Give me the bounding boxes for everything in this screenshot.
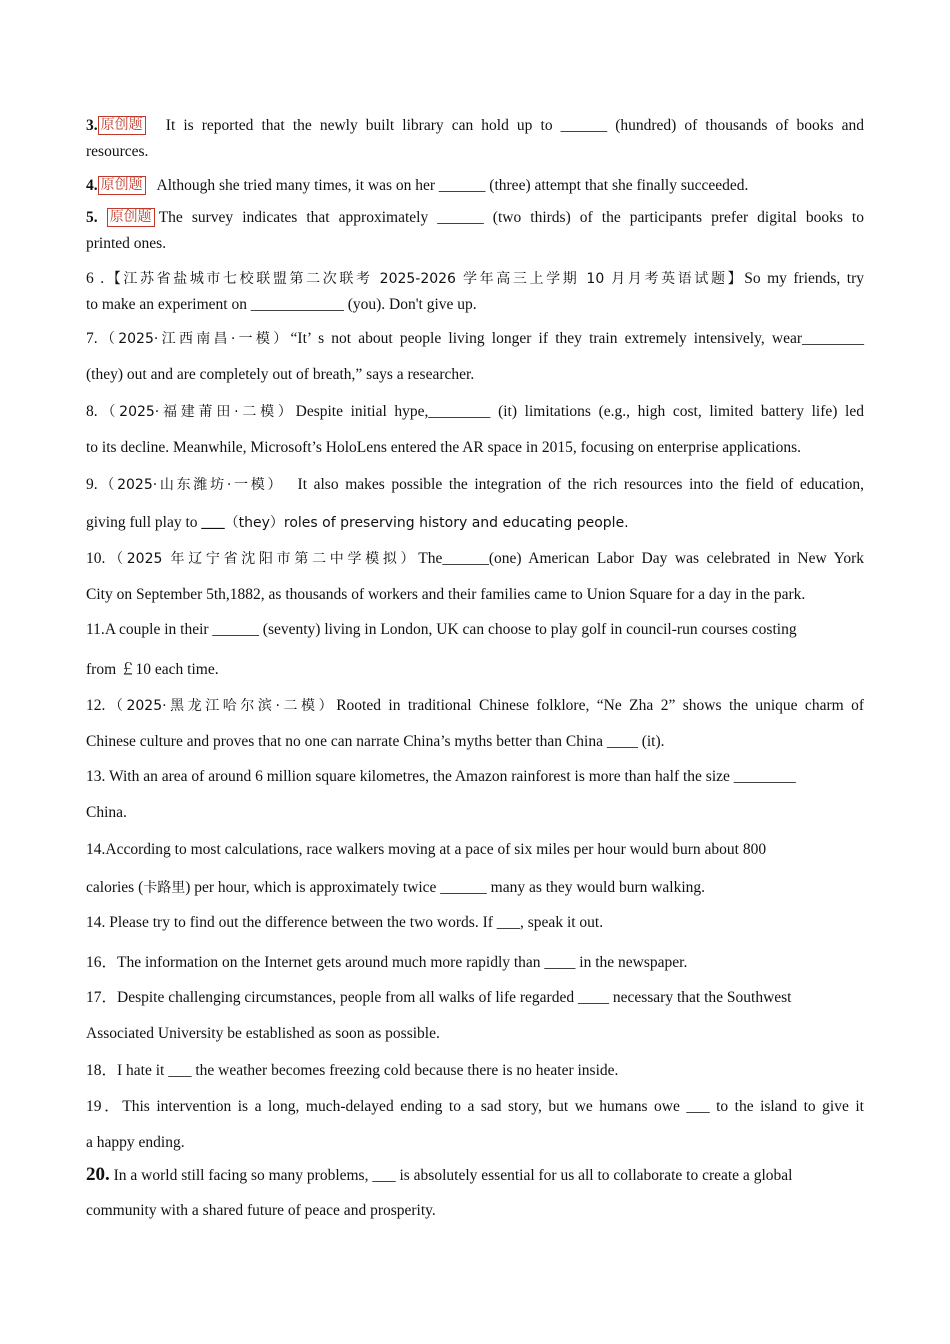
question-number: 11. <box>86 621 105 638</box>
question-number: 3. <box>86 117 98 134</box>
question-line <box>86 1094 864 1116</box>
question-text: It is reported that the newly built library can hold up to ______ (hundred) of thousands of books and <box>165 117 864 134</box>
question-line <box>86 116 864 135</box>
question-text-cont: Chinese culture and proves that no one can narrate China’s myths better than China ____ (it). <box>86 733 665 750</box>
question-text: Please try to find out the difference between the two words. If ___, speak it out. <box>109 914 604 931</box>
answer-blank: ___ <box>201 514 225 531</box>
question-text-cont <box>86 512 864 532</box>
question-12 <box>86 695 864 751</box>
question-text-cont: resources. <box>86 143 149 160</box>
question-6 <box>86 268 864 314</box>
question-line <box>86 474 864 494</box>
question-text-cont: City on September 5th,1882, as thousands of workers and their families came to Union Square for a day in the park. <box>86 586 806 603</box>
question-number: 19． <box>86 1098 123 1115</box>
question-9 <box>86 474 864 532</box>
question-number: 13. <box>86 768 106 785</box>
question-line <box>86 695 864 715</box>
question-number: 4. <box>86 177 98 194</box>
question-13 <box>86 768 864 822</box>
question-7 <box>86 328 864 384</box>
question-number: 5. <box>86 209 98 226</box>
question-17 <box>86 985 864 1043</box>
question-line <box>86 950 864 972</box>
question-text-cont: China. <box>86 804 127 821</box>
question-text: Rooted in traditional Chinese folklore, “Ne Zha 2” shows the unique charm of <box>336 697 865 714</box>
question-text: According to most calculations, race walkers moving at a pace of six miles per hour would burn about 800 <box>105 841 767 858</box>
question-text: So my friends, try <box>744 270 865 287</box>
question-source: （2025·山东潍坊·一模） <box>97 477 285 493</box>
question-number: 10. <box>86 550 106 567</box>
question-text: The survey indicates that approximately ______ (two thirds) of the participants prefer digital books to <box>158 209 864 226</box>
question-number: 17． <box>86 989 118 1006</box>
question-line <box>86 1058 864 1080</box>
question-text-cont <box>86 877 864 897</box>
question-line <box>86 176 864 195</box>
question-number: 14. <box>86 914 106 931</box>
question-text-cont: to its decline. Meanwhile, Microsoft’s HoloLens entered the AR space in 2015, focusing on enterprise applications. <box>86 439 801 456</box>
question-text: A couple in their ______ (seventy) living in London, UK can choose to play golf in council-run courses costing <box>104 621 797 638</box>
question-text-part: calories ( <box>86 879 144 896</box>
question-number: 14. <box>86 841 106 858</box>
question-10 <box>86 548 864 604</box>
question-number: 16． <box>86 954 118 971</box>
question-text-cont: from ￡10 each time. <box>86 661 219 678</box>
question-text: Despite challenging circumstances, people from all walks of life regarded ____ necessary that the Southwest <box>117 989 792 1006</box>
question-line <box>86 548 864 568</box>
question-source: （2025·福建莆田·二模） <box>97 404 296 420</box>
question-4 <box>86 176 864 195</box>
question-18 <box>86 1058 864 1080</box>
question-line <box>86 914 864 932</box>
question-text: Although she tried many times, it was on her ______ (three) attempt that she finally succeeded. <box>156 177 749 194</box>
question-number: 6 . <box>86 270 105 287</box>
question-line <box>86 1164 864 1186</box>
original-question-tag: 原创题 <box>98 116 146 135</box>
question-text-cont: a happy ending. <box>86 1134 185 1151</box>
question-line <box>86 621 864 639</box>
question-text: The information on the Internet gets around much more rapidly than ____ in the newspaper. <box>117 954 688 971</box>
question-number: 12. <box>86 697 106 714</box>
question-text-cont: community with a shared future of peace and prosperity. <box>86 1202 436 1219</box>
question-number: 7. <box>86 330 98 347</box>
question-number: 9. <box>86 476 98 493</box>
question-text: With an area of around 6 million square kilometres, the Amazon rainforest is more than half the size ________ <box>108 768 796 785</box>
question-line <box>86 841 864 859</box>
question-line <box>86 401 864 421</box>
question-line <box>86 208 864 227</box>
question-text-cont: to make an experiment on ____________ (you). Don't give up. <box>86 296 477 313</box>
question-5 <box>86 208 864 253</box>
question-19 <box>86 1094 864 1152</box>
question-16 <box>86 950 864 972</box>
question-8 <box>86 401 864 457</box>
question-source: （2025·江西南昌·一模） <box>97 331 291 347</box>
question-number: 18． <box>86 1062 118 1079</box>
question-text-part: （they）roles of preserving history and educating people. <box>224 515 629 531</box>
question-text-part: ) per hour, which is approximately twice ______ many as they would burn walking. <box>185 879 706 896</box>
question-text: It also makes possible the integration of the rich resources into the field of education, <box>297 476 865 493</box>
question-text-cont: (they) out and are completely out of breath,” says a researcher. <box>86 366 475 383</box>
question-text-cont: printed ones. <box>86 235 167 252</box>
question-11 <box>86 621 864 679</box>
question-text-part: giving full play to <box>86 514 202 531</box>
original-question-tag: 原创题 <box>107 208 155 227</box>
question-3 <box>86 116 864 161</box>
question-text: In a world still facing so many problems, ___ is absolutely essential for us all to collaborate to create a global <box>113 1167 793 1184</box>
question-source: （2025·黑龙江哈尔滨·二模） <box>105 698 337 714</box>
question-line <box>86 328 864 348</box>
question-14a <box>86 841 864 897</box>
question-20 <box>86 1164 864 1220</box>
original-question-tag: 原创题 <box>98 176 146 195</box>
question-text: “It’ s not about people living longer if they train extremely intensively, wear________ <box>290 330 864 347</box>
question-line <box>86 768 864 786</box>
question-number: 8. <box>86 403 98 420</box>
question-text: This intervention is a long, much-delayed ending to a sad story, but we humans owe ___ to the island to give it <box>122 1098 864 1115</box>
question-text-part: 卡路里 <box>143 880 186 896</box>
question-text: I hate it ___ the weather becomes freezing cold because there is no heater inside. <box>117 1062 619 1079</box>
question-text: Despite initial hype,________ (it) limitations (e.g., high cost, limited battery life) led <box>295 403 864 420</box>
question-text: The______(one) American Labor Day was celebrated in New York <box>418 550 864 567</box>
question-14b <box>86 914 864 932</box>
question-line <box>86 268 864 288</box>
question-source: 【江苏省盐城市七校联盟第二次联考 2025-2026 学年高三上学期 10 月月考英语试题】 <box>104 271 745 287</box>
question-text-cont: Associated University be established as soon as possible. <box>86 1025 440 1042</box>
question-number: 20. <box>86 1164 110 1185</box>
question-source: （2025 年辽宁省沈阳市第二中学模拟） <box>105 551 419 567</box>
question-line <box>86 985 864 1007</box>
